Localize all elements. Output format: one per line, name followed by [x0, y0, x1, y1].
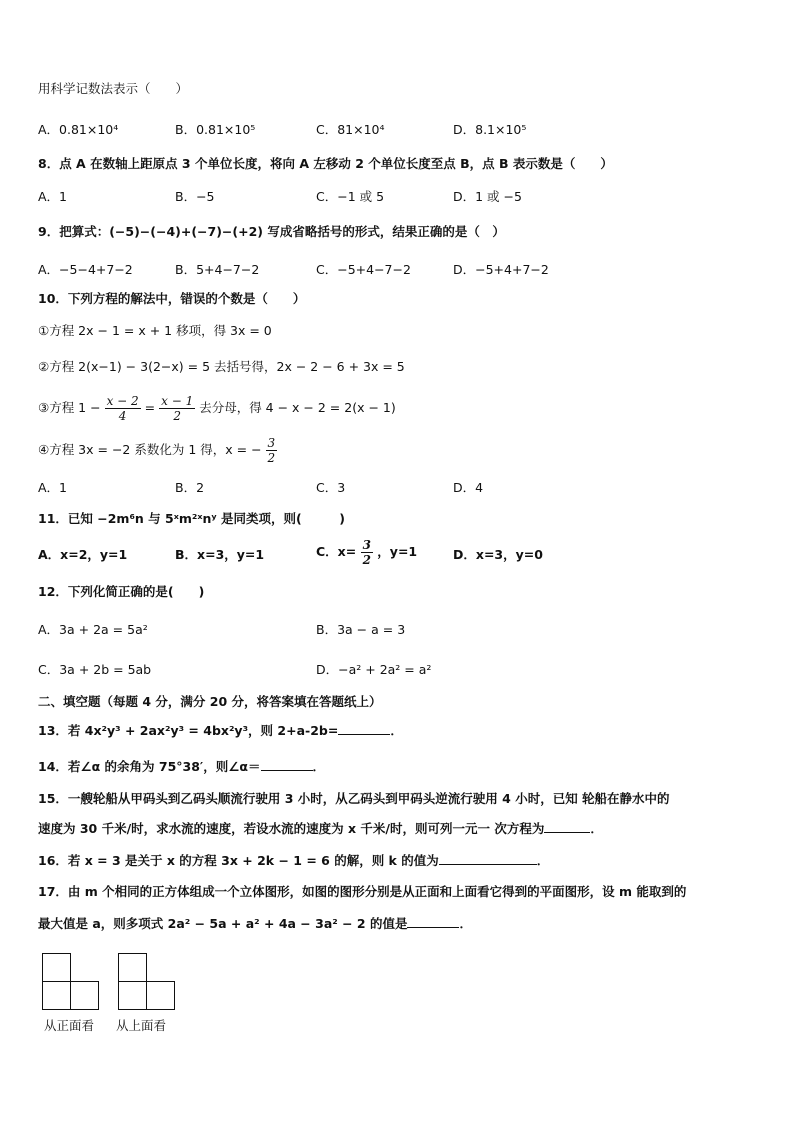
q11-option-d: D．x=3，y=0	[453, 547, 543, 562]
q10-option-a: A．1	[38, 480, 68, 495]
question-17-line-1: 17．由 m 个相同的正方体组成一个立体图形，如图的图形分别是从正面和上面看它得到的平面图形，设 m 能取到的	[38, 884, 687, 899]
q7-option-b: B．0.81×10⁵	[175, 122, 256, 137]
top-view-figure	[118, 953, 178, 1011]
period: ．	[536, 853, 550, 868]
q10-3-suffix: 去分母，得 4 − x − 2 = 2(x − 1)	[199, 400, 396, 415]
q10-option-b: B．2	[175, 480, 205, 495]
fraction	[266, 436, 278, 465]
answer-blank	[261, 758, 313, 771]
q10-4-prefix: ④方程 3x = −2 系数化为 1 得，x = −	[38, 442, 262, 457]
period: ．	[590, 821, 603, 836]
q8-option-b: B．−5	[175, 189, 215, 204]
question-12: 12．下列化简正确的是( )	[38, 584, 205, 599]
question-15-line-2	[38, 820, 603, 838]
fraction-denominator: 2	[173, 409, 181, 423]
answer-blank	[407, 915, 459, 928]
question-15-line-1: 15．一艘轮船从甲码头到乙码头顺流行驶用 3 小时，从乙码头到甲码头逆流行驶用 4 小时，已知 轮船在静水中的	[38, 791, 670, 806]
q12-option-a: A．3a + 2a = 5a²	[38, 622, 148, 637]
question-14	[38, 758, 325, 776]
q9-option-d: D．−5+4+7−2	[453, 262, 549, 277]
square	[70, 981, 99, 1010]
q9-option-b: B．5+4−7−2	[175, 262, 260, 277]
q9-option-a: A．−5−4+7−2	[38, 262, 133, 277]
question-13	[38, 722, 403, 740]
answer-blank	[338, 722, 390, 735]
q11-option-c-prefix: C．x=	[316, 544, 357, 559]
square	[118, 953, 147, 982]
period: ．	[312, 759, 326, 774]
question-16	[38, 852, 549, 870]
fraction-numerator: 3	[267, 436, 276, 450]
fraction	[105, 394, 141, 423]
q9-option-c: C．−5+4−7−2	[316, 262, 411, 277]
front-view-caption: 从正面看	[44, 1018, 95, 1033]
q8-option-d: D．1 或 −5	[453, 189, 522, 204]
question-7-tail: 用科学记数法表示（ ）	[38, 81, 189, 96]
q10-statement-4	[38, 435, 277, 465]
q12-option-c: C．3a + 2b = 5ab	[38, 662, 152, 677]
q14-text: 14．若∠α 的余角为 75°38′，则∠α＝	[38, 759, 261, 774]
question-8: 8．点 A 在数轴上距原点 3 个单位长度，将向 A 左移动 2 个单位长度至点 B，点 B 表示数是（ ）	[38, 156, 613, 171]
square	[146, 981, 175, 1010]
q7-option-a: A．0.81×10⁴	[38, 122, 119, 137]
square	[42, 981, 71, 1010]
q10-option-d: D．4	[453, 480, 484, 495]
q7-option-c: C．81×10⁴	[316, 122, 385, 137]
front-view-figure	[42, 953, 102, 1011]
period: ．	[390, 723, 403, 738]
fraction-numerator: x − 2	[106, 394, 139, 408]
q17-text: 最大值是 a，则多项式 2a² − 5a + a² + 4a − 3a² − 2 的值是	[38, 916, 408, 931]
q13-text: 13．若 4x²y³ + 2ax²y³ = 4bx²y³，则 2+a-2b=	[38, 723, 339, 738]
question-17-line-2	[38, 915, 472, 933]
period: ．	[459, 916, 472, 931]
q11-option-b: B．x=3，y=1	[175, 547, 265, 562]
q10-option-c: C．3	[316, 480, 346, 495]
question-11: 11．已知 −2m⁶n 与 5ˣm²ˣnʸ 是同类项，则( )	[38, 511, 345, 526]
q10-statement-2: ②方程 2(x−1) − 3(2−x) = 5 去括号得，2x − 2 − 6 + 3x = 5	[38, 359, 405, 374]
q8-option-c: C．−1 或 5	[316, 189, 385, 204]
q11-option-c-suffix: ，y=1	[377, 544, 418, 559]
square	[42, 953, 71, 982]
question-10: 10．下列方程的解法中，错误的个数是（ ）	[38, 291, 306, 306]
q10-statement-3	[38, 393, 396, 423]
q10-3-prefix: ③方程 1 −	[38, 400, 101, 415]
q15-text: 速度为 30 千米/时，求水流的速度，若设水流的速度为 x 千米/时，则可列一元一 次方程为	[38, 821, 545, 836]
answer-blank	[439, 852, 537, 865]
fraction-denominator: 4	[118, 409, 127, 423]
equals-sign: =	[144, 400, 156, 415]
section-heading-fill-in: 二、填空题（每题 4 分，满分 20 分，将答案填在答题纸上）	[38, 694, 382, 709]
fraction-numerator: x − 1	[161, 394, 194, 408]
q11-option-a: A．x=2，y=1	[38, 547, 128, 562]
answer-blank	[544, 820, 590, 833]
q16-text: 16．若 x = 3 是关于 x 的方程 3x + 2k − 1 = 6 的解，则 k 的值为	[38, 853, 439, 868]
fraction	[361, 538, 373, 567]
square	[118, 981, 147, 1010]
q8-option-a: A．1	[38, 189, 68, 204]
fraction-denominator: 2	[362, 553, 371, 567]
q12-option-d: D．−a² + 2a² = a²	[316, 662, 432, 677]
question-9: 9．把算式：(−5)−(−4)+(−7)−(+2) 写成省略括号的形式，结果正确的是（ ）	[38, 224, 505, 239]
q7-option-d: D．8.1×10⁵	[453, 122, 527, 137]
q12-option-b: B．3a − a = 3	[316, 622, 406, 637]
fraction-numerator: 3	[362, 538, 371, 552]
fraction-denominator: 2	[267, 451, 276, 465]
q11-option-c	[316, 535, 417, 569]
top-view-caption: 从上面看	[116, 1018, 167, 1033]
q10-statement-1: ①方程 2x − 1 = x + 1 移项，得 3x = 0	[38, 323, 272, 338]
fraction	[159, 394, 195, 423]
